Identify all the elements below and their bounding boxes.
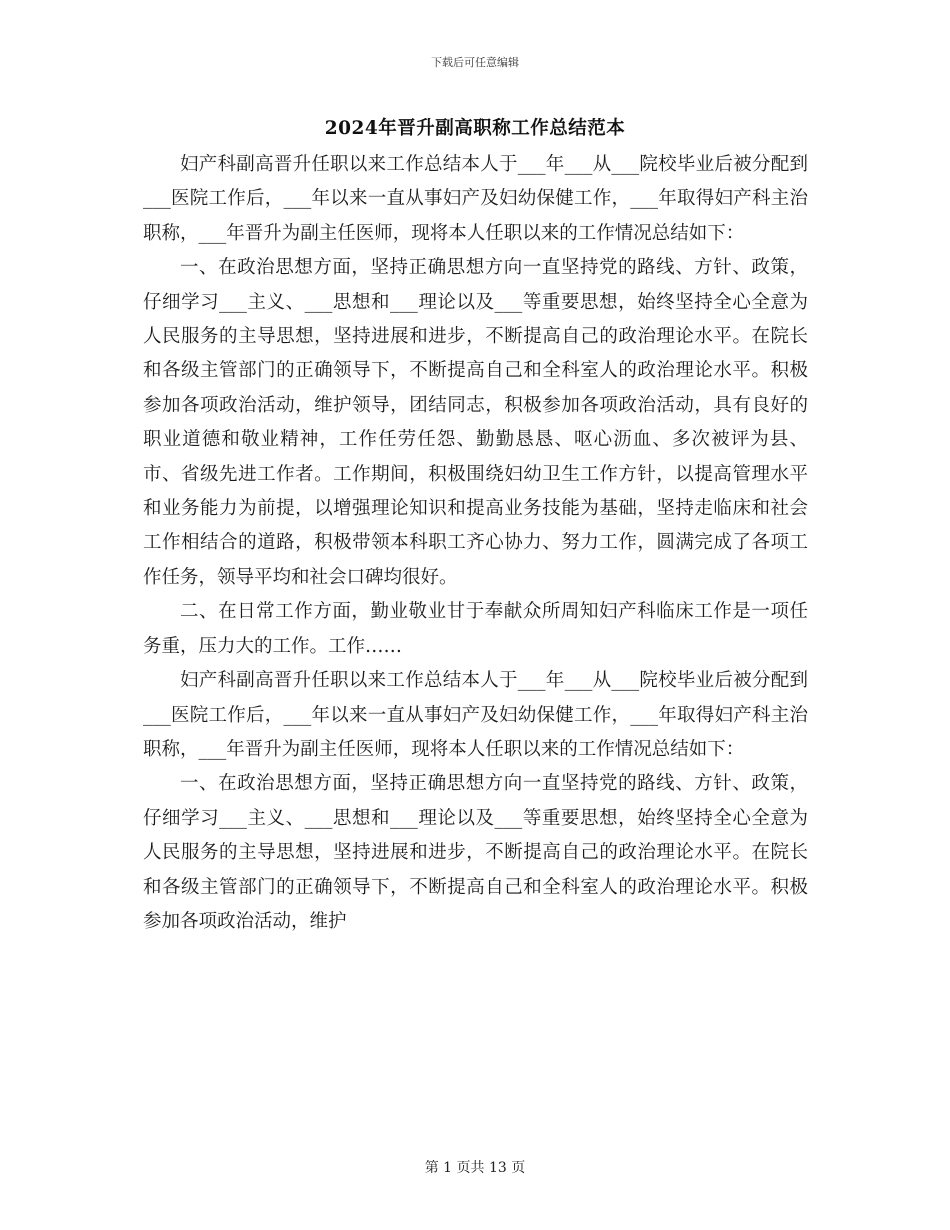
document-title: 2024年晋升副高职称工作总结范本 [324, 118, 626, 139]
paragraph: 妇产科副高晋升任职以来工作总结本人于___年___从___院校毕业后被分配到___医院工作后，___年以来一直从事妇产及妇幼保健工作，___年取得妇产科主治职称，___年晋升为副主任医师，现将本人任职以来的工作情况总结如下： [143, 670, 808, 760]
header-note: 下载后可任意编辑 [431, 56, 519, 69]
paragraph: 一、在政治思想方面，坚持正确思想方向一直坚持党的路线、方针、政策，仔细学习___主义、___思想和___理论以及___等重要思想，始终坚持全心全意为人民服务的主导思想，坚持进展和进步，不断提高自己的政治理论水平。在院长和各级主管部门的正确领导下，不断提高自己和全科室人的政治理论水平。积极参加各项政治活动，维护领导，团结同志，积极参加各项政治活动，具有良好的职业道德和敬业精神，工作任劳任怨、勤勤恳恳、呕心沥血、多次被评为县、市、省级先进工作者。工作期间，积极围绕妇幼卫生工作方针，以提高管理水平和业务能力为前提，以增强理论知识和提高业务技能为基础，坚持走临床和社会工作相结合的道路，积极带领本科职工齐心协力、努力工作，圆满完成了各项工作任务，领导平均和社会口碑均很好。 [143, 257, 808, 588]
document-body [143, 148, 808, 939]
paragraph: 妇产科副高晋升任职以来工作总结本人于___年___从___院校毕业后被分配到___医院工作后，___年以来一直从事妇产及妇幼保健工作，___年取得妇产科主治职称，___年晋升为副主任医师，现将本人任职以来的工作情况总结如下： [143, 154, 808, 244]
paragraph: 二、在日常工作方面，勤业敬业甘于奉献众所周知妇产科临床工作是一项任务重，压力大的工作。工作…… [143, 601, 808, 657]
page-number: 第 1 页共 13 页 [424, 1160, 526, 1176]
paragraph: 一、在政治思想方面，坚持正确思想方向一直坚持党的路线、方针、政策，仔细学习___主义、___思想和___理论以及___等重要思想，始终坚持全心全意为人民服务的主导思想，坚持进展和进步，不断提高自己的政治理论水平。在院长和各级主管部门的正确领导下，不断提高自己和全科室人的政治理论水平。积极参加各项政治活动，维护 [143, 773, 808, 932]
